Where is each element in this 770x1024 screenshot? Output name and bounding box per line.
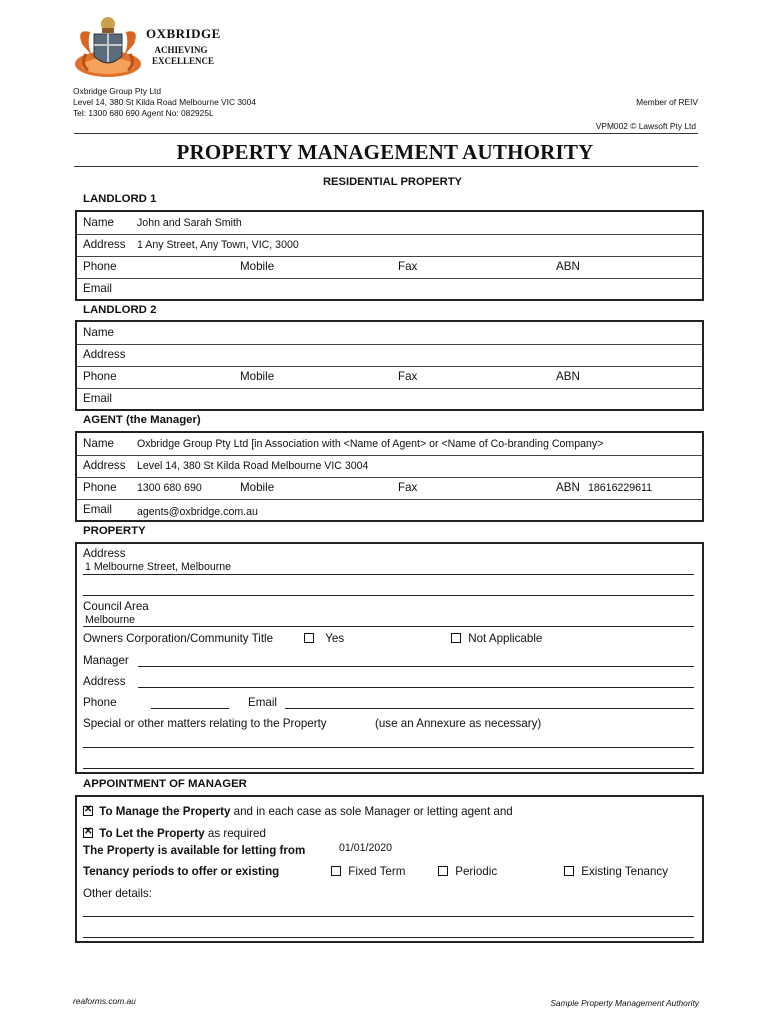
landlord1-email-row — [77, 278, 702, 300]
landlord2-name-row[interactable] — [77, 322, 702, 345]
brand-name: OXBRIDGE — [146, 26, 221, 41]
existing-tenancy-checkbox[interactable] — [564, 866, 574, 876]
landlord2-table — [75, 320, 704, 411]
page-subtitle: RESIDENTIAL PROPERTY — [322, 176, 463, 188]
manager-email-label: Email — [248, 696, 277, 709]
company-details — [73, 86, 256, 119]
property-heading: PROPERTY — [83, 525, 146, 537]
form-code: VPM002 © Lawsoft Pty Ltd — [595, 121, 696, 131]
fixed-term-label: Fixed Term — [348, 865, 406, 878]
council-label: Council Area — [83, 600, 149, 613]
abn-label: ABN — [556, 260, 580, 273]
agent-name-field[interactable]: Oxbridge Group Pty Ltd [in Association with <Name of Agent> or <Name of Co-branding Company> — [137, 438, 604, 450]
email-label: Email — [83, 282, 112, 295]
other-details-line-2[interactable] — [83, 937, 694, 938]
landlord1-address-field[interactable]: 1 Any Street, Any Town, VIC, 3000 — [137, 239, 299, 251]
abn-label: ABN — [556, 481, 580, 494]
company-logo — [72, 12, 328, 84]
existing-tenancy-option[interactable] — [564, 865, 668, 878]
agent-address-row — [77, 455, 702, 478]
footer-form-name: Sample Property Management Authority — [550, 998, 699, 1008]
phone-label: Phone — [83, 481, 117, 494]
let-property-option[interactable] — [83, 827, 266, 840]
manager-address-label: Address — [83, 675, 126, 688]
manager-phone-label: Phone — [83, 696, 117, 709]
mobile-label: Mobile — [240, 260, 275, 273]
agent-email-row — [77, 499, 702, 521]
special-matters-label: Special or other matters relating to the Property — [83, 717, 327, 730]
special-line-2[interactable] — [83, 768, 694, 769]
fixed-term-checkbox[interactable] — [331, 866, 341, 876]
address-label: Address — [83, 238, 126, 251]
existing-tenancy-label: Existing Tenancy — [581, 865, 669, 878]
landlord1-heading: LANDLORD 1 — [83, 193, 157, 205]
header-divider — [74, 133, 698, 134]
mobile-label: Mobile — [240, 481, 275, 494]
company-contact: Tel: 1300 680 690 Agent No: 082925L — [73, 108, 214, 118]
landlord2-address-row[interactable] — [77, 344, 702, 367]
fax-label: Fax — [398, 481, 418, 494]
abn-label: ABN — [556, 370, 580, 383]
landlord1-table — [75, 210, 704, 301]
manager-label: Manager — [83, 654, 129, 667]
agent-phone-field[interactable]: 1300 680 690 — [137, 482, 202, 494]
special-line-1[interactable] — [83, 747, 694, 748]
mobile-label: Mobile — [240, 370, 275, 383]
landlord1-name-field[interactable]: John and Sarah Smith — [137, 217, 242, 229]
property-address-line-2[interactable] — [83, 595, 694, 596]
fax-label: Fax — [398, 260, 418, 273]
manage-property-label: To Manage the Property — [99, 805, 231, 818]
name-label: Name — [83, 216, 114, 229]
agent-name-row — [77, 433, 702, 456]
brand-tagline — [152, 45, 215, 67]
owners-corp-na-option[interactable] — [451, 632, 542, 645]
phone-label: Phone — [83, 370, 117, 383]
manage-property-option[interactable] — [83, 805, 513, 818]
property-address-field[interactable]: 1 Melbourne Street, Melbourne — [85, 561, 232, 573]
fax-label: Fax — [398, 370, 418, 383]
not-applicable-label: Not Applicable — [468, 632, 543, 645]
agent-contact-row — [77, 477, 702, 500]
appointment-table — [75, 795, 704, 943]
let-property-checkbox[interactable] — [83, 828, 93, 838]
other-details-line-1[interactable] — [83, 916, 694, 917]
address-label: Address — [83, 348, 126, 361]
agent-abn-field[interactable]: 18616229611 — [588, 482, 653, 494]
council-line — [83, 626, 694, 627]
council-field[interactable]: Melbourne — [85, 614, 136, 626]
address-label: Address — [83, 459, 126, 472]
yes-label: Yes — [325, 632, 345, 645]
membership-text: Member of REIV — [636, 97, 698, 107]
property-address-label: Address — [83, 547, 126, 560]
owners-corp-label: Owners Corporation/Community Title — [83, 632, 274, 645]
landlord2-email-row[interactable] — [77, 388, 702, 410]
not-applicable-checkbox[interactable] — [451, 633, 461, 643]
title-divider — [74, 166, 698, 167]
agent-address-field[interactable]: Level 14, 380 St Kilda Road Melbourne VIC 3004 — [137, 460, 369, 472]
owners-corp-yes-option[interactable] — [304, 632, 344, 645]
let-property-label: To Let the Property — [99, 827, 205, 840]
manager-address-line[interactable] — [138, 687, 694, 688]
manage-property-checkbox[interactable] — [83, 806, 93, 816]
periodic-checkbox[interactable] — [438, 866, 448, 876]
landlord1-contact-row — [77, 256, 702, 279]
periodic-option[interactable] — [438, 865, 497, 878]
available-from-date[interactable]: 01/01/2020 — [339, 842, 393, 854]
landlord2-heading: LANDLORD 2 — [83, 304, 157, 316]
email-label: Email — [83, 503, 112, 516]
landlord1-address-row — [77, 234, 702, 257]
available-from-label: The Property is available for letting from — [83, 844, 306, 857]
tenancy-periods-label: Tenancy periods to offer or existing — [83, 865, 280, 878]
brand-tagline-line-1: ACHIEVING — [154, 45, 208, 55]
let-property-rest: as required — [204, 827, 266, 840]
landlord1-name-row — [77, 212, 702, 235]
agent-table — [75, 431, 704, 522]
appointment-heading: APPOINTMENT OF MANAGER — [83, 778, 247, 790]
property-table — [75, 542, 704, 774]
agent-email-field[interactable]: agents@oxbridge.com.au — [137, 506, 258, 518]
manager-email-line[interactable] — [285, 708, 694, 709]
name-label: Name — [83, 437, 114, 450]
annexure-note: (use an Annexure as necessary) — [375, 717, 542, 730]
company-address: Level 14, 380 St Kilda Road Melbourne VIC 3004 — [73, 97, 256, 107]
footer-website: reaforms.com.au — [73, 996, 136, 1006]
fixed-term-option[interactable] — [331, 865, 405, 878]
property-address-line-1 — [83, 574, 694, 575]
yes-checkbox[interactable] — [304, 633, 314, 643]
manage-property-rest: and in each case as sole Manager or letting agent and — [230, 805, 513, 818]
crest-icon — [72, 14, 144, 84]
periodic-label: Periodic — [455, 865, 498, 878]
manager-phone-line[interactable] — [151, 708, 229, 709]
other-details-label: Other details: — [83, 887, 152, 900]
phone-label: Phone — [83, 260, 117, 273]
brand-tagline-line-2: EXCELLENCE — [152, 56, 215, 66]
landlord2-contact-row[interactable] — [77, 366, 702, 389]
email-label: Email — [83, 392, 112, 405]
name-label: Name — [83, 326, 114, 339]
manager-line[interactable] — [138, 666, 694, 667]
agent-heading: AGENT (the Manager) — [83, 414, 201, 426]
page-title: PROPERTY MANAGEMENT AUTHORITY — [176, 140, 594, 164]
company-name: Oxbridge Group Pty Ltd — [73, 86, 161, 96]
